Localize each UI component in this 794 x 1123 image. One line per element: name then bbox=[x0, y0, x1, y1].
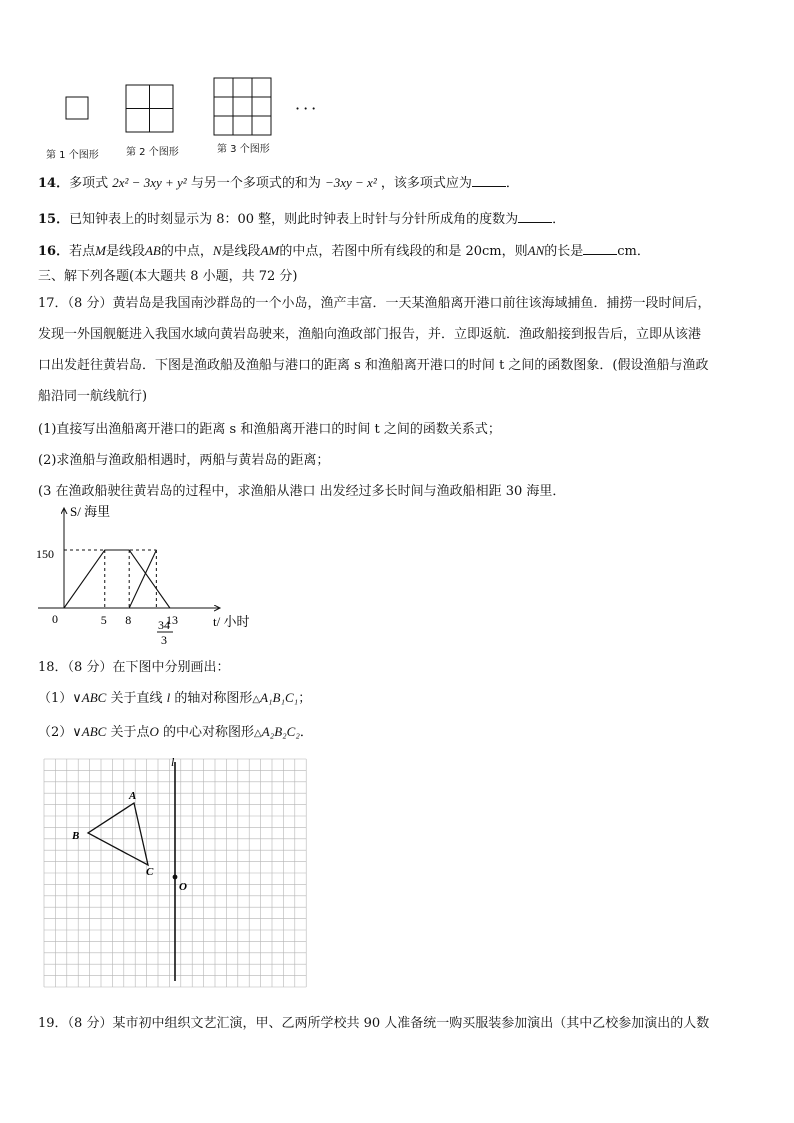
section-heading-3: 三、解下列各题(本大题共 8 小题，共 72 分) bbox=[38, 269, 298, 284]
question-15: 15．已知钟表上的时刻显示为 8：00 整，则此时钟表上时针与分针所成角的度数为 ． bbox=[38, 212, 566, 227]
figure-caption-2: 第 2 个图形 bbox=[126, 147, 179, 158]
question-18-sub-2: （2）∨ABC 关于点O 的中心对称图形△A₂B₂C₂． bbox=[38, 724, 313, 740]
triangle-symbol: ∨ bbox=[72, 691, 82, 706]
question-17-sub-2: (2)求渔船与渔政船相遇时，两船与黄岩岛的距离； bbox=[38, 453, 330, 468]
answer-blank-14 bbox=[472, 174, 506, 187]
triangle-symbol: △ bbox=[252, 694, 261, 705]
question-18-line-1: 18．（8 分）在下图中分别画出： bbox=[38, 660, 230, 675]
x-axis-label: t/ 小时 bbox=[213, 614, 250, 629]
x-tick-8: 8 bbox=[125, 613, 132, 627]
vertex-c-label: C bbox=[146, 866, 154, 878]
y-axis-label: S/ 海里 bbox=[70, 504, 111, 519]
answer-blank-15 bbox=[518, 210, 552, 223]
question-17-line-1: 17．（8 分）黄岩岛是我国南沙群岛的一个小岛，渔产丰富．一天某渔船离开港口前往该海域捕鱼．捕捞一段时间后， bbox=[38, 296, 711, 311]
pattern-figure-2 bbox=[126, 85, 173, 132]
triangle-symbol: △ bbox=[254, 728, 262, 739]
vertex-b-label: B bbox=[72, 830, 80, 842]
point-o-label: O bbox=[179, 881, 187, 893]
figure-caption-1: 第 1 个图形 bbox=[46, 150, 99, 161]
question-14: 14．多项式 2x² − 3xy + y² 与另一个多项式的和为 −3xy − x² ，该多项式应为 ． bbox=[38, 175, 519, 191]
origin-label: 0 bbox=[52, 612, 58, 626]
polynomial-2: −3xy − x² bbox=[324, 175, 377, 190]
answer-blank-16 bbox=[583, 242, 617, 255]
question-17-line-2: 发现一外国舰艇进入我国水域向黄岩岛驶来，渔船向渔政部门报告，并．立即返航．渔政船接到报告后，立即从该港 bbox=[38, 327, 702, 342]
question-16: 16．若点M是线段AB的中点，N是线段AM的中点，若图中所有线段的和是 20cm，则AN的长是 cm． bbox=[38, 243, 650, 259]
polynomial-1: 2x² − 3xy + y² bbox=[112, 175, 187, 190]
question-17-line-4: 船沿同一航线航行) bbox=[38, 389, 148, 404]
pattern-ellipsis: ··· bbox=[295, 99, 320, 118]
vertex-a-label: A bbox=[129, 790, 137, 802]
x-tick-13: 13 bbox=[165, 613, 178, 627]
distance-time-graph bbox=[30, 500, 270, 650]
y-tick-150: 150 bbox=[36, 547, 54, 561]
question-17-sub-3: (3 在渔政船驶往黄岩岛的过程中，求渔船从港口 出发经过多长时间与渔政船相距 30 海里． bbox=[38, 484, 566, 499]
coordinate-grid bbox=[40, 755, 310, 1000]
question-18-sub-1: （1）∨ABC 关于直线 l 的轴对称图形△A₁B₁C₁； bbox=[38, 690, 312, 706]
question-17-line-3: 口出发赶往黄岩岛．下图是渔政船及渔船与港口的距离 s 和渔船离开港口的时间 t 之间的函数图象．(假设渔船与渔政 bbox=[38, 358, 709, 373]
figure-caption-3: 第 3 个图形 bbox=[217, 144, 270, 155]
question-19-line-1: 19．（8 分）某市初中组织文艺汇演，甲、乙两所学校共 90 人准备统一购买服装参加演出（其中乙校参加演出的人数 bbox=[38, 1016, 710, 1031]
series-line-1 bbox=[64, 550, 170, 608]
line-l-label: l bbox=[171, 755, 175, 769]
series-line-2 bbox=[129, 550, 156, 608]
triangle-abc bbox=[88, 803, 148, 865]
question-17-sub-1: (1)直接写出渔船离开港口的距离 s 和渔船离开港口的时间 t 之间的函数关系式； bbox=[38, 422, 501, 437]
x-tick-fraction-numerator: 34 bbox=[158, 618, 170, 632]
pattern-figure-1 bbox=[66, 97, 88, 119]
x-tick-5: 5 bbox=[100, 613, 107, 627]
point-o bbox=[173, 875, 178, 880]
pattern-figure-3 bbox=[214, 78, 271, 135]
triangle-symbol: ∨ bbox=[72, 725, 82, 740]
x-tick-fraction-denominator: 3 bbox=[161, 633, 167, 647]
